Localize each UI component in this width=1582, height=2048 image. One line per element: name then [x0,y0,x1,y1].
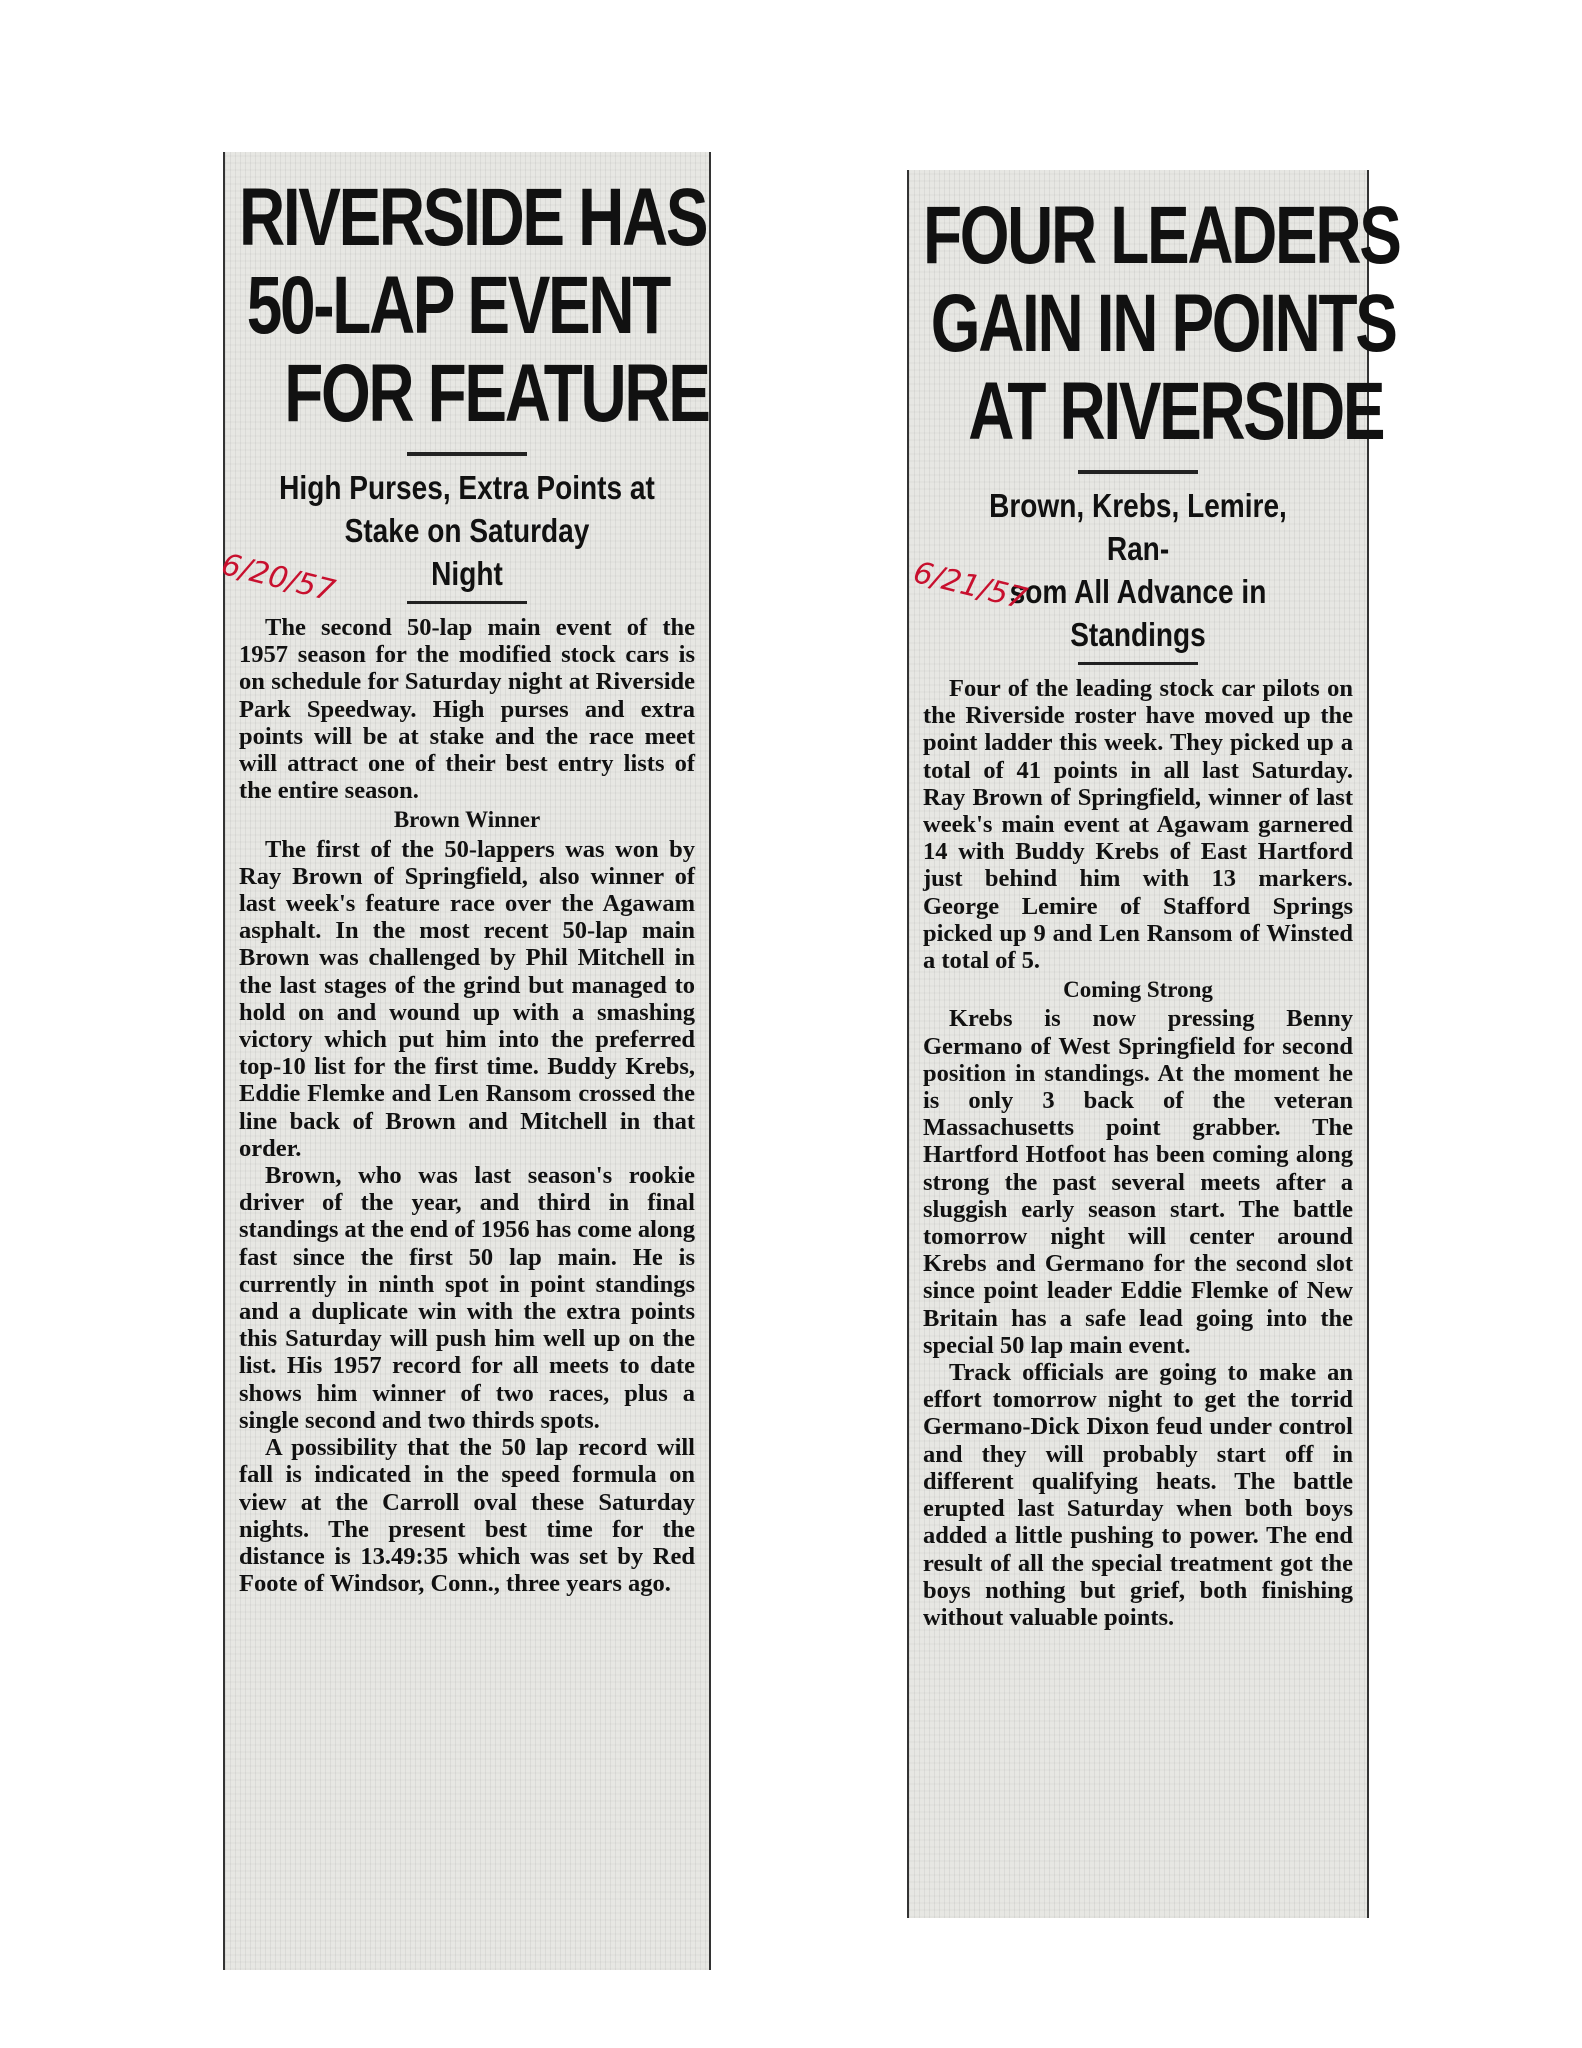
crosshead: Brown Winner [393,807,541,833]
headline-line: FOR FEATURE [284,348,709,439]
divider [1078,662,1198,665]
paragraph: A possibility that the 50 lap record will fall is indicated in the speed formula on view at the Carroll oval these Saturday nights. The present best time for the distance is 13.49:35 which was set by Red Foote of Windsor, Conn., three years ago. [239,1434,695,1598]
subhead-line: Brown, Krebs, Lemire, Ran- [989,487,1287,567]
subhead-line: Stake on Saturday [344,512,590,549]
article-body-right [923,675,1353,1631]
handwritten-date-right: 6/21/57 [909,555,1031,617]
handwritten-date-left: 6/20/57 [217,547,339,609]
paragraph: Track officials are going to make an effort tomorrow night to get the torrid Germano-Dick Dixon feud under control and they will probably start off in different qualifying heats. The battle erupted last Saturday when both boys added a little pushing to power. The end result of all the special treatment got the boys nothing but grief, both finishing without valuable points. [923,1359,1353,1631]
paragraph: Brown, who was last season's rookie driver of the year, and third in final standings at the end of 1956 has come along fast since the first 50 lap main. He is currently in ninth spot in point standings and a duplicate win with the extra points this Saturday will push him well up on the list. His 1957 record for all meets to date shows him winner of two races, plus a single second and two thirds spots. [239,1162,696,1434]
clipping-right [907,170,1400,1918]
headline-line: AT RIVERSIDE [968,366,1384,457]
paragraph: The first of the 50-lappers was won by Ray Brown of Springfield, also winner of last week's feature race over the Agawam asphalt. In the most recent 50-lap main Brown was challenged by Phil Mitchell in the last stages of the grind but managed to hold on and wound up with a smashing victory which put him into the preferred top-10 list for the first time. Buddy Krebs, Eddie Flemke and Len Ransom crossed the line back of Brown and Mitchell in that order. [239,835,695,1162]
subhead-line: Night [431,555,503,592]
headline-line: FOUR LEADERS [923,190,1400,281]
headline-line: 50-LAP EVENT [246,260,669,351]
headline-left [239,172,709,439]
headline-line: GAIN IN POINTS [930,278,1396,369]
headline-right [923,190,1400,457]
crosshead: Coming Strong [1063,977,1213,1003]
subhead-line: High Purses, Extra Points at [279,469,655,506]
subhead-line: Standings [1070,616,1206,653]
article-body-left [239,614,695,1597]
divider [407,601,527,604]
paragraph: The second 50-lap main event of the 1957 season for the modified stock cars is on schedule for Saturday night at Riverside Park Speedway. High purses and extra points will be at stake and the race meet will attract one of their best entry lists of the entire season. [239,614,695,805]
paragraph: Krebs is now pressing Benny Germano of West Springfield for second position in standings. At the moment he is only 3 back of the veteran Massachusetts point grabber. The Hartford Hotfoot has been coming along strong the past several meets after a sluggish early season start. The battle tomorrow night will center around Krebs and Germano for the second slot since point leader Eddie Flemke of New Britain has a safe lead going into the special 50 lap main event. [923,1005,1353,1359]
subhead-line: som All Advance in [1009,573,1267,610]
divider [1078,470,1198,474]
headline-line: RIVERSIDE HAS [239,172,707,263]
clipping-left [223,152,711,1970]
divider [407,452,527,456]
subhead-right [955,484,1321,656]
paragraph: Four of the leading stock car pilots on the Riverside roster have moved up the point ladder this week. They picked up a total of 41 points in all last Saturday. Ray Brown of Springfield, winner of last week's main event at Agawam garnered 14 with Buddy Krebs of East Hartford just behind him with 13 markers. George Lemire of Stafford Springs picked up 9 and Len Ransom of Winsted a total of 5. [923,675,1353,975]
